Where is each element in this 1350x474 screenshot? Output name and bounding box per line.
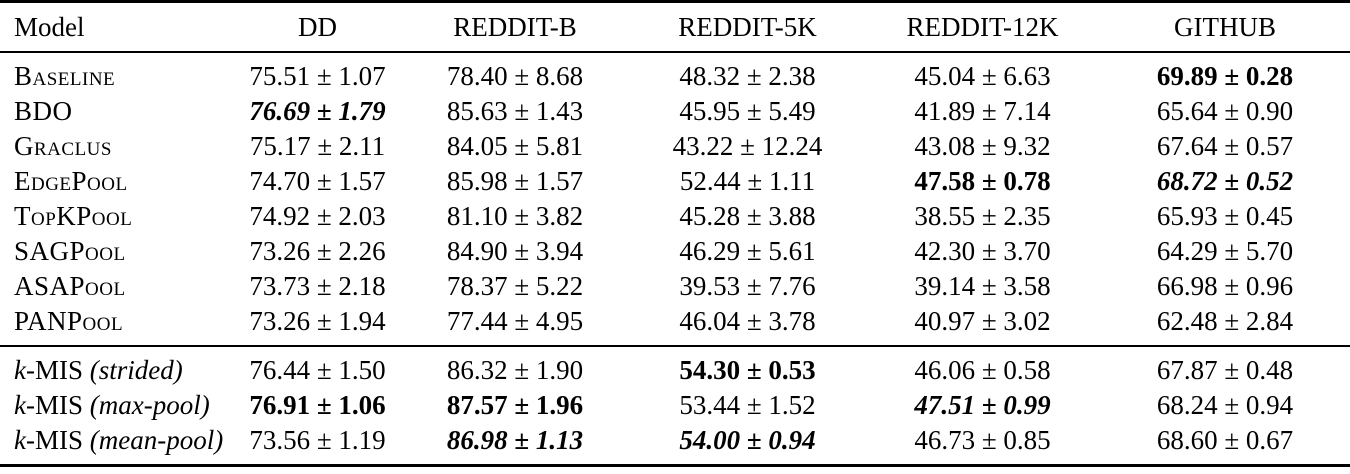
score-cell: 45.28 ± 3.88 [679,201,816,231]
score-cell: 42.30 ± 3.70 [914,236,1051,266]
score-cell: 85.63 ± 1.43 [446,96,584,126]
model-name-part: PANPool [14,306,124,336]
model-name-part: -MIS [25,355,90,385]
column-header-github: GITHUB [1100,2,1350,53]
score-cell: 62.48 ± 2.84 [1156,306,1294,336]
score-cell: 45.04 ± 6.63 [914,61,1051,91]
score-cell: 64.29 ± 5.70 [1156,236,1294,266]
model-name-part: TopKPool [14,201,133,231]
score-cell: 77.44 ± 4.95 [446,306,584,336]
score-cell: 85.98 ± 1.57 [446,166,584,196]
score-cell: 39.14 ± 3.58 [914,271,1051,301]
model-name-part: k [14,390,26,420]
column-header-dd: DD [235,2,400,53]
model-name-part: (strided) [89,355,183,385]
model-name-part: (mean-pool) [89,425,224,455]
score-cell: 47.51 ± 0.99 [914,390,1051,420]
score-cell: 86.32 ± 1.90 [400,346,630,388]
table-row [0,388,1350,423]
table-row [0,269,1350,304]
score-cell: 76.91 ± 1.06 [249,390,386,420]
model-name-part: -MIS [25,425,90,455]
table-row [0,164,1350,199]
model-name [0,234,235,269]
score-cell: 68.72 ± 0.52 [1156,166,1294,196]
model-name-part: (max-pool) [89,390,210,420]
table-row [0,94,1350,129]
score-cell: 46.04 ± 3.78 [679,306,816,336]
score-cell: 48.32 ± 2.38 [679,61,816,91]
model-name [0,52,235,94]
model-name [0,388,235,423]
score-cell: 73.26 ± 1.94 [249,306,386,336]
score-cell: 46.73 ± 0.85 [914,425,1051,455]
score-cell: 68.24 ± 0.94 [1156,390,1294,420]
model-name [0,346,235,388]
model-name-part: Graclus [14,131,112,161]
score-cell: 73.73 ± 2.18 [249,271,386,301]
model-name-part: EdgePool [14,166,128,196]
score-cell: 78.37 ± 5.22 [446,271,584,301]
score-cell: 47.58 ± 0.78 [914,166,1051,196]
table-row [0,52,1350,94]
score-cell: 65.64 ± 0.90 [1156,96,1294,126]
score-cell: 73.56 ± 1.19 [249,425,386,455]
score-cell: 40.97 ± 3.02 [914,306,1051,336]
table-header-row [0,2,1350,53]
score-cell: 65.93 ± 0.45 [1156,201,1294,231]
score-cell: 38.55 ± 2.35 [914,201,1051,231]
score-cell: 76.69 ± 1.79 [249,96,386,126]
score-cell: 76.44 ± 1.50 [235,346,400,388]
model-name-part: BDO [14,96,73,126]
model-name [0,304,235,346]
model-name [0,423,235,466]
model-name [0,269,235,304]
model-name-part: SAGPool [14,236,126,266]
table-row [0,304,1350,346]
column-header-model: Model [0,2,235,53]
baselines-section [0,52,1350,346]
k-mis-section [0,346,1350,466]
score-cell: 84.05 ± 5.81 [446,131,584,161]
score-cell: 69.89 ± 0.28 [1156,61,1294,91]
score-cell: 67.87 ± 0.48 [1100,346,1350,388]
score-cell: 39.53 ± 7.76 [679,271,816,301]
score-cell: 46.29 ± 5.61 [679,236,816,266]
score-cell: 81.10 ± 3.82 [446,201,584,231]
score-cell: 68.60 ± 0.67 [1156,425,1294,455]
score-cell: 45.95 ± 5.49 [679,96,816,126]
score-cell: 78.40 ± 8.68 [446,61,584,91]
table-row [0,423,1350,466]
score-cell: 67.64 ± 0.57 [1156,131,1294,161]
score-cell: 86.98 ± 1.13 [446,425,584,455]
table-row [0,346,1350,388]
score-cell: 41.89 ± 7.14 [914,96,1051,126]
model-name-part: k [14,355,26,385]
score-cell: 75.17 ± 2.11 [249,131,386,161]
column-header-reddit-12k: REDDIT-12K [865,2,1100,53]
model-name-part: ASAPool [14,271,126,301]
score-cell: 46.06 ± 0.58 [865,346,1100,388]
model-name [0,199,235,234]
score-cell: 54.30 ± 0.53 [630,346,865,388]
column-header-reddit-5k: REDDIT-5K [630,2,865,53]
score-cell: 73.26 ± 2.26 [249,236,386,266]
table-row [0,129,1350,164]
score-cell: 87.57 ± 1.96 [446,390,584,420]
score-cell: 43.08 ± 9.32 [914,131,1051,161]
table-row [0,199,1350,234]
score-cell: 43.22 ± 12.24 [672,131,823,161]
score-cell: 84.90 ± 3.94 [446,236,584,266]
score-cell: 75.51 ± 1.07 [249,61,386,91]
model-name [0,94,235,129]
score-cell: 66.98 ± 0.96 [1156,271,1294,301]
score-cell: 74.70 ± 1.57 [249,166,386,196]
table-row [0,234,1350,269]
model-name-part: Baseline [14,61,116,91]
score-cell: 53.44 ± 1.52 [679,390,816,420]
column-header-reddit-b: REDDIT-B [400,2,630,53]
model-name-part: -MIS [25,390,90,420]
model-name-part: k [14,425,26,455]
score-cell: 54.00 ± 0.94 [679,425,816,455]
score-cell: 52.44 ± 1.11 [679,166,816,196]
score-cell: 74.92 ± 2.03 [249,201,386,231]
model-name [0,129,235,164]
model-name [0,164,235,199]
